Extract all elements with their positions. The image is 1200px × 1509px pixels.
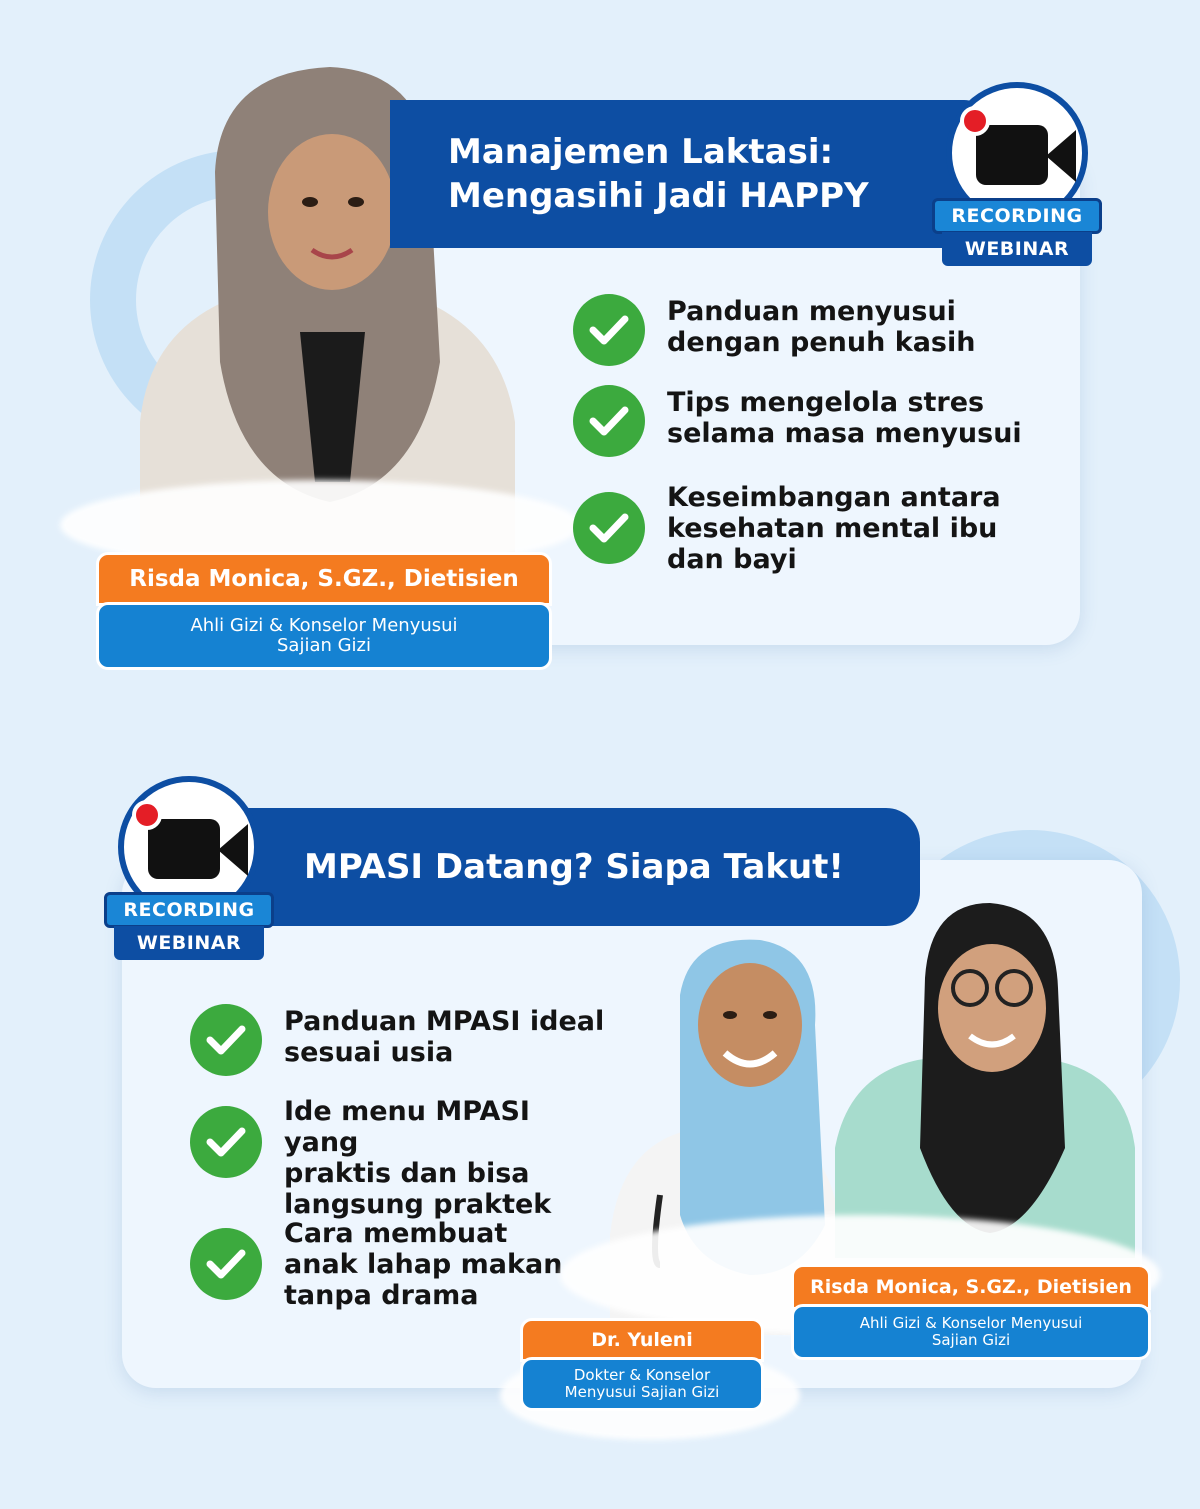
camera-lens-shape [1046, 130, 1076, 182]
title-banner-mpasi [200, 808, 920, 926]
check-icon [573, 385, 645, 457]
benefit-text-line: tanpa drama [284, 1280, 479, 1311]
benefit-text-line: Cara membuat [284, 1218, 508, 1249]
benefit-text-line: anak lahap makan [284, 1249, 563, 1280]
benefit-text-line: Keseimbangan antara [667, 482, 1001, 513]
benefit-item [573, 480, 1053, 575]
benefit-text-line: dan bayi [667, 544, 797, 575]
benefit-text-line: selama masa menyusui [667, 418, 1022, 449]
section-title: MPASI Datang? Siapa Takut! [304, 847, 844, 887]
check-icon [573, 492, 645, 564]
speaker-role-line: Sajian Gizi [931, 1331, 1011, 1349]
speaker-name-tag: Risda Monica, S.GZ., Dietisien [96, 552, 552, 606]
title-line-2: Mengasihi Jadi HAPPY [448, 176, 869, 216]
speaker-name-tag: Dr. Yuleni [520, 1318, 764, 1362]
speaker-role-line: Sajian Gizi [276, 635, 372, 656]
benefit-text-line: Panduan menyusui [667, 296, 956, 327]
speaker-role-line: Dokter & Konselor [573, 1366, 711, 1384]
badge-label-webinar: WEBINAR [114, 926, 264, 960]
check-icon [573, 294, 645, 366]
benefit-item [573, 294, 1043, 366]
benefit-item [190, 1004, 610, 1076]
speaker-name-tag: Risda Monica, S.GZ., Dietisien [791, 1264, 1151, 1310]
benefit-text-line: praktis dan bisa [284, 1158, 530, 1189]
benefit-text-line: kesehatan mental ibu [667, 513, 998, 544]
benefit-text-line: Ide menu MPASI yang [284, 1096, 530, 1158]
recording-webinar-badge [104, 776, 274, 966]
benefit-text-line: sesuai usia [284, 1037, 454, 1068]
benefit-item [573, 385, 1053, 457]
video-camera-icon [148, 819, 220, 879]
benefit-text-line: langsung praktek [284, 1189, 552, 1220]
recording-webinar-badge [932, 82, 1102, 272]
record-dot-icon [960, 106, 990, 136]
badge-label-webinar: WEBINAR [942, 232, 1092, 266]
title-line-1: Manajemen Laktasi: [448, 132, 834, 172]
check-icon [190, 1004, 262, 1076]
speaker-photo-risda-2 [830, 898, 1140, 1258]
check-icon [190, 1228, 262, 1300]
speaker-role-line: Menyusui Sajian Gizi [564, 1383, 720, 1401]
speaker-role-tag [520, 1357, 764, 1411]
badge-label-recording: RECORDING [104, 892, 274, 928]
record-dot-icon [132, 800, 162, 830]
benefit-text-line: Tips mengelola stres [667, 387, 985, 418]
check-icon [190, 1106, 262, 1178]
speaker-role-line: Ahli Gizi & Konselor Menyusui [190, 615, 458, 636]
badge-label-recording: RECORDING [932, 198, 1102, 234]
speaker-role-tag [96, 602, 552, 670]
benefit-item [190, 1216, 610, 1311]
video-camera-icon [976, 125, 1048, 185]
benefit-item [190, 1094, 610, 1220]
title-banner-laktasi [390, 100, 990, 248]
benefit-text-line: dengan penuh kasih [667, 327, 976, 358]
speaker-role-tag [791, 1304, 1151, 1360]
speaker-role-line: Ahli Gizi & Konselor Menyusui [859, 1314, 1083, 1332]
benefit-text-line: Panduan MPASI ideal [284, 1006, 605, 1037]
camera-lens-shape [218, 824, 248, 876]
